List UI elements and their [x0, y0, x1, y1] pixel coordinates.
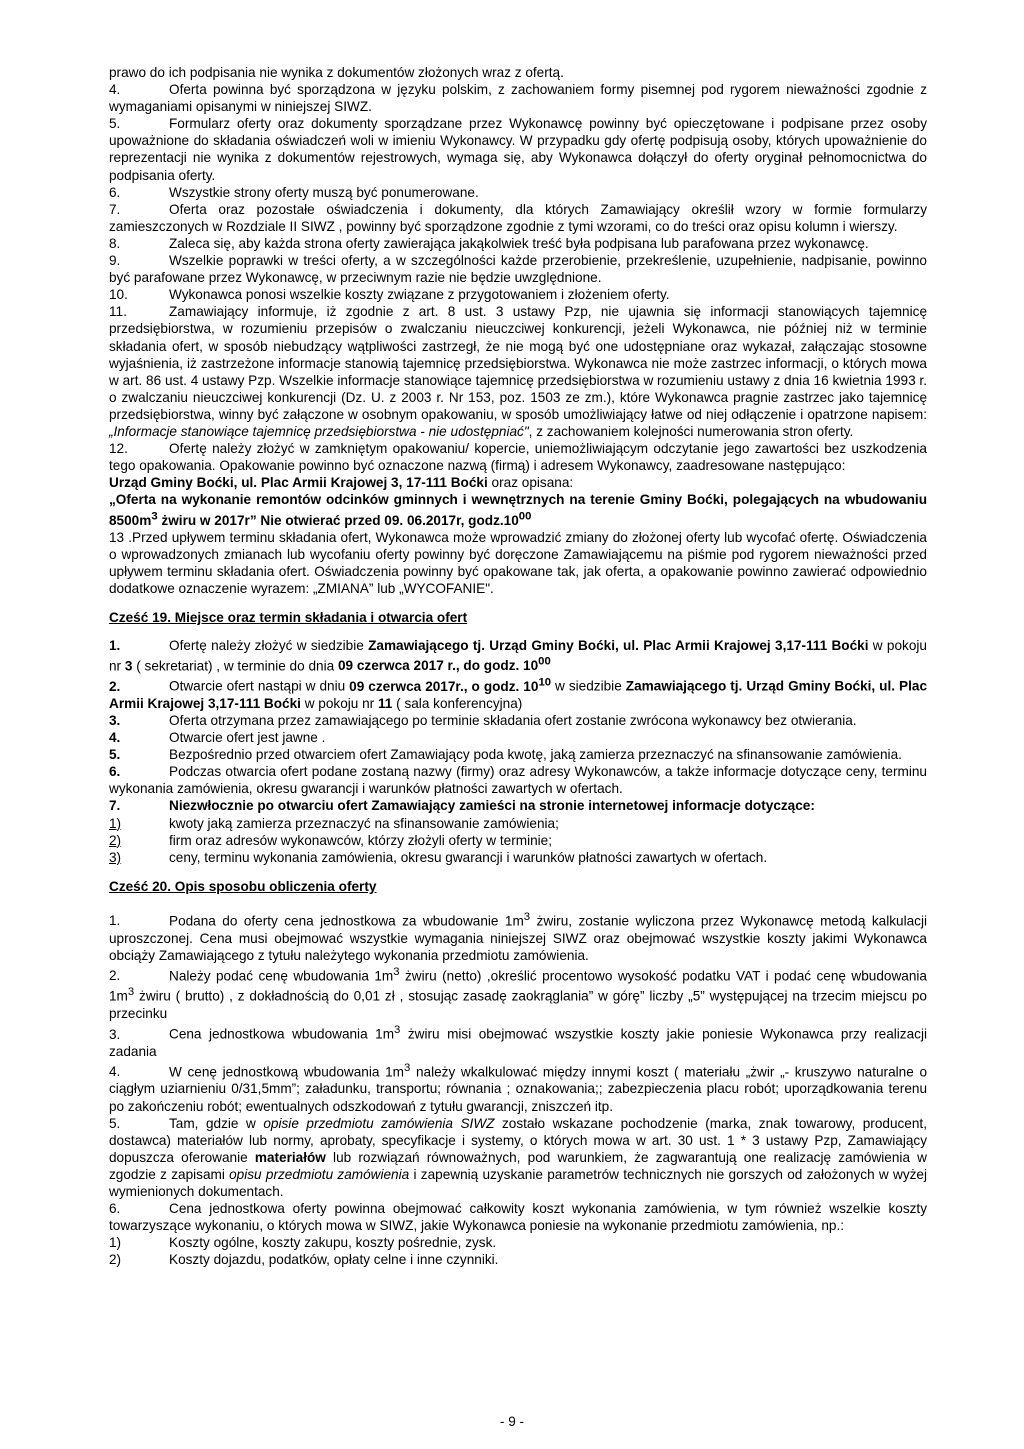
- list-item: 6. Cena jednostkowa oferty powinna obejmować całkowity koszt wykonania zamówienia, w tym również wszelkie koszty towarzyszące wykonaniu, o których mowa w SIWZ, jakie Wykonawca poniesie na wykonanie przedmiotu zamówienia, np.:: [109, 1201, 927, 1234]
- sub-item: 1) kwoty jaką zamierza przeznaczyć na sfinansowanie zamówienia;: [109, 815, 559, 831]
- paragraph: prawo do ich podpisania nie wynika z dokumentów złożonych wraz z ofertą.: [109, 65, 564, 80]
- section-heading-20: Cześć 20. Opis sposobu obliczenia oferty: [109, 878, 377, 894]
- sub-item: 3) ceny, terminu wykonania zamówienia, okresu gwarancji i warunków płatności zawartych w ofertach.: [109, 849, 768, 865]
- list-item: 4. W cenę jednostkową wbudowania $1m^3$ należy wkalkulować między innymi koszt ( materiału „żwir „- kruszywo naturalne o ciągłym uziarnieniu 0/31,5mm”; załadunku, transportu; równania ; oznakowania;; zabezpieczenia placu robót; uporządkowania terenu po zakończeniu robót; ewentualnych odszkodowań z tytułu gwarancji, zniszczeń itp.: [109, 1061, 928, 1114]
- sub-item: 2) firm oraz adresów wykonawców, którzy złożyli oferty w terminie;: [109, 832, 553, 848]
- paragraph: 13 .Przed upływem terminu składania ofert, Wykonawca może wprowadzić zmiany do złożonej oferty lub wycofać ofertę. Oświadczenia o wprowadzonych zmianach lub wycofaniu oferty powinny być doręczone Zamawiającemu na piśmie pod rygorem nieważności przed upływem terminu składania ofert. Oświadczenia powinny być opakowane tak, jak oferta, a opakowanie powinno zawierać odpowiednio dodatkowe oznaczenie wyrazem: „ZMIANA” lub „WYCOFANIE".: [109, 530, 927, 597]
- list-item: 5. Bezpośrednio przed otwarciem ofert Zamawiający poda kwotę, jaką zamierza przeznaczyć na sfinansowanie zamówienia.: [109, 747, 902, 763]
- list-item: 1. Podana do oferty cena jednostkowa za wbudowanie $1m^3$ żwiru, zostanie wyliczona przez Wykonawcę metodą kalkulacji uproszczonej. Cena musi obejmować wszystkie wymagania niniejszej SIWZ oraz obejmować wszystkie koszty jakimi Wykonawca obciąży Zamawiającego z tytułu należytego wykonania przedmiotu zamówienia.: [109, 910, 927, 963]
- list-item: 1. Ofertę należy złożyć w siedzibie Zamawiającego tj. Urząd Gminy Boćki, ul. Plac Armii Krajowej 3,17-111 Boćki w pokoju nr 3 ( sekretariat) , w terminie do dnia 09 czerwca 2017 r., do godz. $10^{00}$: [109, 637, 927, 674]
- list-item: 5. Formularz oferty oraz dokumenty sporządzane przez Wykonawcę powinny być opieczętowane i podpisane przez osoby upoważnione do składania oświadczeń woli w imieniu Wykonawcy. W przypadku gdy ofertę podpisują osoby, których upoważnienie do reprezentacji nie wynika z dokumentów rejestrowych, wymaga się, aby Wykonawca dołączył do oferty oryginał pełnomocnictwa do podpisania oferty.: [109, 116, 927, 183]
- list-item: 3. Oferta otrzymana przez zamawiającego po terminie składania ofert zostanie zwrócona wykonawcy bez otwierania.: [109, 712, 857, 728]
- list-item: 4. Oferta powinna być sporządzona w języku polskim, z zachowaniem formy pisemnej pod rygorem nieważności zgodnie z wymaganiami opisanymi w niniejszej SIWZ.: [109, 82, 927, 115]
- list-item: 8. Zaleca się, aby każda strona oferty zawierająca jakąkolwiek treść była podpisana lub parafowana przez wykonawcę.: [109, 235, 869, 251]
- list-item: 9. Wszelkie poprawki w treści oferty, a w szczególności każde przerobienie, przekreślenie, uzupełnienie, nadpisanie, powinno być parafowane przez Wykonawcę, w przeciwnym razie nie będzie uwzględnione.: [109, 253, 927, 286]
- list-item: 2. Należy podać cenę wbudowania $1m^3$ żwiru (netto) ,określić procentowo wysokość podatku VAT i podać cenę wbudowania $1m^3$ żwiru ( brutto) , z dokładnością do 0,01 zł , stosując zasadę zaokrąglania” w górę” liczby „5” występującej na trzecim miejscu po przecinku: [109, 965, 927, 1021]
- list-item: 4. Otwarcie ofert jest jawne .: [109, 730, 326, 746]
- list-item: 7. Niezwłocznie po otwarciu ofert Zamawiający zamieści na stronie internetowej informacje dotyczące:: [109, 798, 815, 814]
- list-item: 2. Otwarcie ofert nastąpi w dniu 09 czerwca 2017r., o godz. $10^{10}$ w siedzibie Zamawiającego tj. Urząd Gminy Boćki, ul. Plac Armii Krajowej 3,17-111 Boćki w pokoju nr 11 ( sala konferencyjna): [109, 676, 928, 711]
- offer-label: „Oferta na wykonanie remontów odcinków gminnych i wewnętrznych na terenie Gminy Boćki, polegających na wbudowaniu $8500m^3$ żwiru w 2017r” Nie otwierać przed 09. 06.2017r, $godz.10^{00}$: [109, 492, 927, 528]
- list-item: 12. Ofertę należy złożyć w zamkniętym opakowaniu/ kopercie, uniemożliwiającym odczytanie jego zawartości bez uszkodzenia tego opakowania. Opakowanie powinno być oznaczone nazwą (firmą) i adresem Wykonawcy, zaadresowane następująco:: [109, 441, 927, 474]
- list-item: 7. Oferta oraz pozostałe oświadczenia i dokumenty, dla których Zamawiający określił wzory w formie formularzy zamieszczonych w Rozdziale II SIWZ , powinny być sporządzone zgodnie z tymi wzorami, co do treści oraz opisu kolumn i wierszy.: [109, 201, 927, 234]
- sub-item: 2) Koszty dojazdu, podatków, opłaty celne i inne czynniki.: [109, 1252, 499, 1268]
- list-item: 6. Podczas otwarcia ofert podane zostaną nazwy (firmy) oraz adresy Wykonawców, a także informacje dotyczące ceny, terminu wykonania zamówienia, okresu gwarancji i warunków płatności zawartych w ofertach.: [109, 764, 927, 797]
- list-item: 10. Wykonawca ponosi wszelkie koszty związane z przygotowaniem i złożeniem oferty.: [109, 287, 670, 303]
- list-item: 11. Zamawiający informuje, iż zgodnie z art. 8 ust. 3 ustawy Pzp, nie ujawnia się informacji stanowiących tajemnicę przedsiębiorstwa, w rozumieniu przepisów o zwalczaniu nieuczciwej konkurencji, jeżeli Wykonawca, nie później niż w terminie składania ofert, w sposób niebudzący wątpliwości zastrzegł, że nie mogą być one udostępniane oraz wykazał, załączając stosowne wyjaśnienia, iż zastrzeżone informacje stanowią tajemnicę przedsiębiorstwa. Wykonawca nie może zastrzec informacji, o których mowa w art. 86 ust. 4 ustawy Pzp. Wszelkie informacje stanowiące tajemnicę przedsiębiorstwa w rozumieniu ustawy z dnia 16 kwietnia 1993 r. o zwalczaniu nieuczciwej konkurencji (Dz. U. z 2003 r. Nr 153, poz. 1503 ze zm.), które Wykonawca pragnie zastrzec jako tajemnicę przedsiębiorstwa, winny być załączone w osobnym opakowaniu, w sposób umożliwiający łatwe od niej odłączenie i opatrzone napisem: „Informacje stanowiące tajemnicę przedsiębiorstwa - nie udostępniać", z zachowaniem kolejności numerowania stron oferty.: [109, 304, 927, 439]
- address-line: Urząd Gminy Boćki, ul. Plac Armii Krajowej 3, 17-111 Boćki oraz opisana:: [109, 475, 574, 491]
- page-number: - 9 -: [499, 1414, 525, 1429]
- list-item: 5. Tam, gdzie w opisie przedmiotu zamówienia SIWZ zostało wskazane pochodzenie (marka, znak towarowy, producent, dostawca) materiałów lub normy, aprobaty, specyfikacje i systemy, o których mowa w art. 30 ust. 1 * 3 ustawy Pzp, Zamawiający dopuszcza oferowanie materiałów lub rozwiązań równoważnych, pod warunkiem, że zagwarantują one realizację zamówienia w zgodzie z zapisami opisu przedmiotu zamówienia i zapewnią uzyskanie parametrów technicznych nie gorszych od założonych w wyżej wymienionych dokumentach.: [109, 1115, 927, 1199]
- list-item: 3. Cena jednostkowa wbudowania $1m^3$ żwiru misi obejmować wszystkie koszty jakie poniesie Wykonawca przy realizacji zadania: [109, 1024, 927, 1059]
- list-item: 6. Wszystkie strony oferty muszą być ponumerowane.: [109, 184, 479, 200]
- section-heading-19: Cześć 19. Miejsce oraz termin składania i otwarcia ofert: [109, 610, 468, 626]
- sub-item: 1) Koszty ogólne, koszty zakupu, koszty pośrednie, zysk.: [109, 1235, 497, 1251]
- document-body: [109, 64, 927, 1268]
